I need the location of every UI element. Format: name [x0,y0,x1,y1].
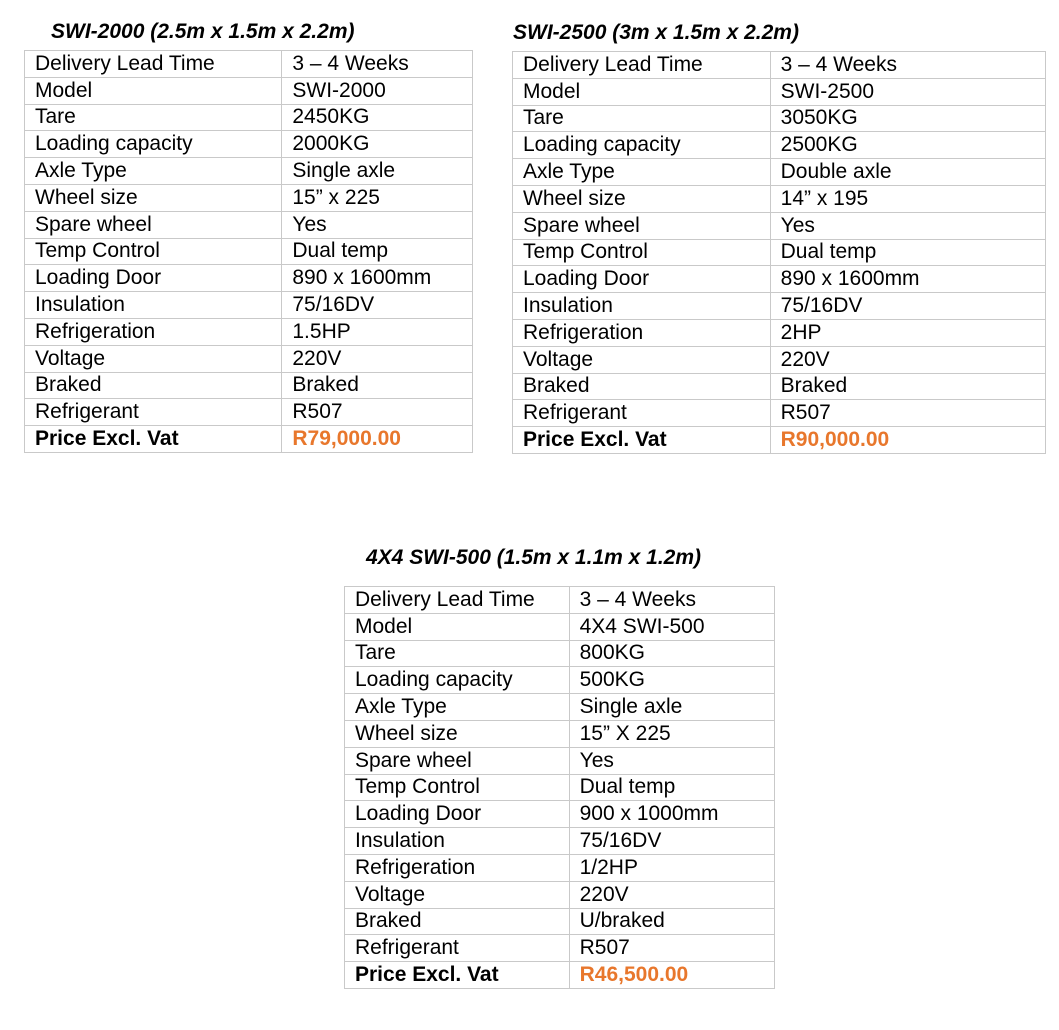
spec-label: Delivery Lead Time [345,587,570,614]
spec-value: Double axle [770,159,1045,186]
spec-row [513,293,1046,320]
spec-label: Voltage [345,881,570,908]
spec-label: Delivery Lead Time [513,52,771,79]
spec-row [345,747,775,774]
spec-row [25,345,473,372]
spec-row [25,372,473,399]
spec-row [345,935,775,962]
spec-value: Yes [569,747,774,774]
spec-table-body [25,51,473,453]
spec-label: Refrigerant [25,399,282,426]
spec-row [25,131,473,158]
spec-label: Loading Door [345,801,570,828]
spec-row [25,184,473,211]
spec-value: Dual temp [569,774,774,801]
spec-value: 3 – 4 Weeks [770,52,1045,79]
price-value: R46,500.00 [569,962,774,989]
spec-label: Refrigerant [345,935,570,962]
spec-label: Loading Door [25,265,282,292]
spec-row [345,613,775,640]
spec-label: Loading capacity [345,667,570,694]
spec-label: Temp Control [513,239,771,266]
spec-value: 220V [569,881,774,908]
spec-value: 75/16DV [770,293,1045,320]
spec-label: Voltage [25,345,282,372]
spec-label: Model [25,77,282,104]
spec-value: 2450KG [282,104,473,131]
product-title: SWI-2000 (2.5m x 1.5m x 2.2m) [51,20,355,43]
price-row [345,962,775,989]
spec-label: Axle Type [345,694,570,721]
spec-row [513,400,1046,427]
spec-row [25,158,473,185]
spec-value: 3 – 4 Weeks [569,587,774,614]
spec-row [345,881,775,908]
spec-label: Axle Type [25,158,282,185]
spec-value: 220V [282,345,473,372]
spec-row [25,77,473,104]
spec-label: Refrigeration [345,854,570,881]
spec-label: Spare wheel [513,212,771,239]
spec-value: Yes [770,212,1045,239]
spec-value: Single axle [282,158,473,185]
spec-row [25,399,473,426]
spec-label: Braked [25,372,282,399]
spec-row [513,185,1046,212]
spec-row [513,266,1046,293]
spec-table [344,586,775,989]
spec-label: Tare [345,640,570,667]
price-label: Price Excl. Vat [25,426,282,453]
spec-row [25,292,473,319]
spec-label: Model [513,78,771,105]
price-label: Price Excl. Vat [345,962,570,989]
spec-value: SWI-2000 [282,77,473,104]
spec-value: U/braked [569,908,774,935]
spec-label: Insulation [345,828,570,855]
spec-label: Axle Type [513,159,771,186]
spec-label: Refrigeration [25,318,282,345]
spec-label: Temp Control [345,774,570,801]
spec-value: 900 x 1000mm [569,801,774,828]
spec-row [25,318,473,345]
spec-value: 15” X 225 [569,720,774,747]
spec-label: Temp Control [25,238,282,265]
spec-value: 75/16DV [282,292,473,319]
spec-table-body [513,52,1046,454]
spec-label: Spare wheel [25,211,282,238]
spec-table [24,50,473,453]
spec-value: SWI-2500 [770,78,1045,105]
spec-value: 3050KG [770,105,1045,132]
price-row [25,426,473,453]
price-value: R90,000.00 [770,427,1045,454]
price-row [513,427,1046,454]
spec-row [345,828,775,855]
price-value: R79,000.00 [282,426,473,453]
spec-row [513,78,1046,105]
spec-row [513,239,1046,266]
spec-row [513,212,1046,239]
spec-value: 890 x 1600mm [282,265,473,292]
spec-row [345,774,775,801]
price-label: Price Excl. Vat [513,427,771,454]
spec-row [25,51,473,78]
spec-label: Model [345,613,570,640]
spec-label: Loading capacity [25,131,282,158]
spec-value: 2000KG [282,131,473,158]
spec-row [345,640,775,667]
spec-label: Insulation [513,293,771,320]
spec-table-body [345,587,775,989]
spec-row [513,346,1046,373]
spec-label: Braked [513,373,771,400]
spec-row [345,667,775,694]
spec-value: Braked [770,373,1045,400]
spec-label: Braked [345,908,570,935]
spec-value: 14” x 195 [770,185,1045,212]
spec-value: 1.5HP [282,318,473,345]
spec-row [345,720,775,747]
spec-value: R507 [569,935,774,962]
spec-row [513,159,1046,186]
spec-label: Wheel size [345,720,570,747]
product-title: 4X4 SWI-500 (1.5m x 1.1m x 1.2m) [366,546,702,569]
spec-value: Single axle [569,694,774,721]
spec-value: R507 [770,400,1045,427]
spec-label: Spare wheel [345,747,570,774]
spec-row [345,587,775,614]
spec-label: Tare [25,104,282,131]
spec-value: Dual temp [282,238,473,265]
spec-table [512,51,1046,454]
spec-row [513,52,1046,79]
spec-value: R507 [282,399,473,426]
spec-value: 4X4 SWI-500 [569,613,774,640]
spec-value: 2500KG [770,132,1045,159]
spec-value: Yes [282,211,473,238]
spec-value: 1/2HP [569,854,774,881]
spec-value: 500KG [569,667,774,694]
spec-label: Loading capacity [513,132,771,159]
spec-row [345,801,775,828]
spec-value: 220V [770,346,1045,373]
spec-label: Insulation [25,292,282,319]
spec-value: 75/16DV [569,828,774,855]
spec-row [345,854,775,881]
spec-row [513,319,1046,346]
spec-label: Refrigeration [513,319,771,346]
spec-row [25,265,473,292]
spec-row [25,211,473,238]
spec-row [345,908,775,935]
spec-label: Tare [513,105,771,132]
spec-row [345,694,775,721]
spec-row [25,238,473,265]
spec-label: Wheel size [25,184,282,211]
spec-label: Voltage [513,346,771,373]
spec-value: 800KG [569,640,774,667]
spec-value: Dual temp [770,239,1045,266]
spec-row [513,105,1046,132]
spec-value: 3 – 4 Weeks [282,51,473,78]
spec-value: Braked [282,372,473,399]
product-title: SWI-2500 (3m x 1.5m x 2.2m) [513,21,799,44]
spec-value: 890 x 1600mm [770,266,1045,293]
spec-label: Loading Door [513,266,771,293]
spec-value: 15” x 225 [282,184,473,211]
spec-row [25,104,473,131]
spec-row [513,373,1046,400]
spec-label: Delivery Lead Time [25,51,282,78]
spec-value: 2HP [770,319,1045,346]
spec-row [513,132,1046,159]
spec-label: Refrigerant [513,400,771,427]
spec-label: Wheel size [513,185,771,212]
